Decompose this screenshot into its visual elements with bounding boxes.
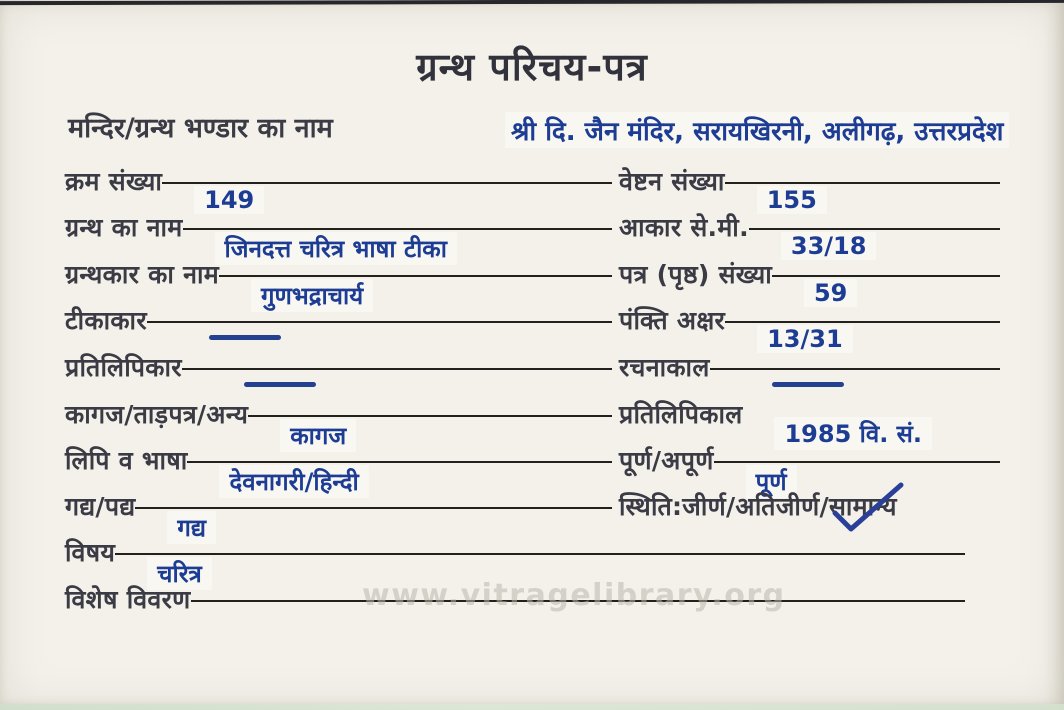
fill-line — [600, 507, 612, 509]
field-label: रचनाकाल — [619, 353, 710, 382]
fill-line — [600, 182, 612, 184]
form-row-special-details — [65, 586, 965, 630]
page-title: ग्रन्थ परिचय-पत्र — [416, 45, 648, 89]
fill-line — [600, 415, 612, 417]
fill-line — [600, 368, 612, 370]
field-label: पत्र (पृष्ठ) संख्या — [619, 260, 772, 289]
field-label: ग्रन्थकार का नाम — [65, 260, 220, 289]
value-area — [742, 415, 932, 450]
form-row-material — [65, 400, 605, 450]
field-value: 13/31 — [757, 325, 853, 353]
form-row-bundle-number — [600, 168, 1000, 212]
form-row-lines-letters — [600, 307, 1000, 351]
watermark: www.vitragelibrary.org — [362, 578, 786, 613]
field-label — [619, 493, 897, 522]
field-label: विशेष विवरण — [65, 585, 191, 614]
field-value: जिनदत्त चरित्र भाषा टीका — [215, 232, 457, 265]
fill-line — [772, 275, 1000, 307]
form-row-composition-date — [600, 354, 1000, 398]
form-row-subject — [65, 538, 965, 588]
field-label: प्रतिलिपिकार — [65, 353, 182, 382]
fill-line — [191, 600, 965, 602]
field-label: पूर्ण/अपूर्ण — [619, 446, 714, 475]
fill-line — [725, 182, 1000, 214]
fill-line — [600, 275, 612, 277]
fill-line — [147, 321, 605, 340]
field-label: गद्य/पद्य — [65, 492, 136, 521]
handwritten-dash — [772, 382, 844, 387]
condition-label-text: स्थिति:जीर्ण/अतिजीर्ण/सामान्य — [619, 492, 897, 521]
scan-bottom-edge — [0, 704, 1064, 710]
fill-line — [725, 321, 1000, 353]
form-row-prose-verse — [65, 492, 605, 542]
field-value: चरित्र — [147, 557, 212, 590]
form-row-author-name — [65, 260, 605, 310]
fill-line — [182, 368, 605, 387]
field-label: लिपि व भाषा — [65, 446, 188, 475]
field-value: कागज — [280, 419, 356, 452]
fill-line — [600, 321, 612, 323]
form-row-copy-date — [600, 400, 1000, 448]
fill-line — [183, 228, 605, 265]
field-value: 155 — [757, 186, 827, 214]
temple-name-value: श्री दि. जैन मंदिर, सरायखिरनी, अलीगढ़, उत्तरप्रदेश — [505, 112, 1009, 148]
field-label: कागज/ताड़पत्र/अन्य — [65, 400, 249, 429]
fill-line — [710, 368, 1000, 387]
field-label: विषय — [65, 538, 116, 567]
temple-name-label: मन्दिर/ग्रन्थ भण्डार का नाम — [68, 113, 333, 144]
field-value: पूर्ण — [746, 465, 797, 498]
field-value: देवनागरी/हिन्दी — [219, 465, 368, 498]
fill-line — [749, 228, 1000, 260]
form-row-size-cm — [600, 214, 1000, 258]
field-value: 33/18 — [781, 232, 877, 260]
field-value: गुणभद्राचार्य — [251, 279, 373, 312]
field-label: क्रम संख्या — [65, 167, 163, 196]
fill-line — [115, 553, 965, 590]
form-row-page-count — [600, 261, 1000, 305]
handwritten-dash — [209, 335, 281, 340]
form-row-serial-number — [65, 168, 605, 212]
field-label: पंक्ति अक्षर — [619, 306, 726, 335]
form-row-book-name — [65, 213, 605, 263]
form-row-condition — [600, 493, 1020, 537]
checkmark-icon — [825, 479, 911, 541]
scan-top-edge — [0, 0, 1064, 5]
field-label: प्रतिलिपिकाल — [619, 400, 743, 429]
form-row-commentator — [65, 307, 605, 351]
field-label: टीकाकार — [65, 306, 147, 335]
fill-line — [600, 461, 612, 463]
handwritten-dash — [244, 382, 316, 387]
field-label: ग्रन्थ का नाम — [65, 213, 183, 242]
field-value: 59 — [804, 279, 857, 307]
form-row-script-language — [65, 446, 605, 496]
field-value: 149 — [194, 186, 264, 214]
field-label: वेष्टन संख्या — [619, 167, 725, 196]
field-value: गद्य — [167, 511, 216, 544]
form-row-copyist — [65, 354, 605, 398]
field-value: 1985 वि. सं. — [774, 417, 932, 450]
field-label: आकार से.मी. — [619, 213, 749, 242]
form-row-complete-incomplete — [600, 446, 1000, 496]
fill-line — [162, 182, 605, 214]
fill-line — [600, 228, 612, 230]
